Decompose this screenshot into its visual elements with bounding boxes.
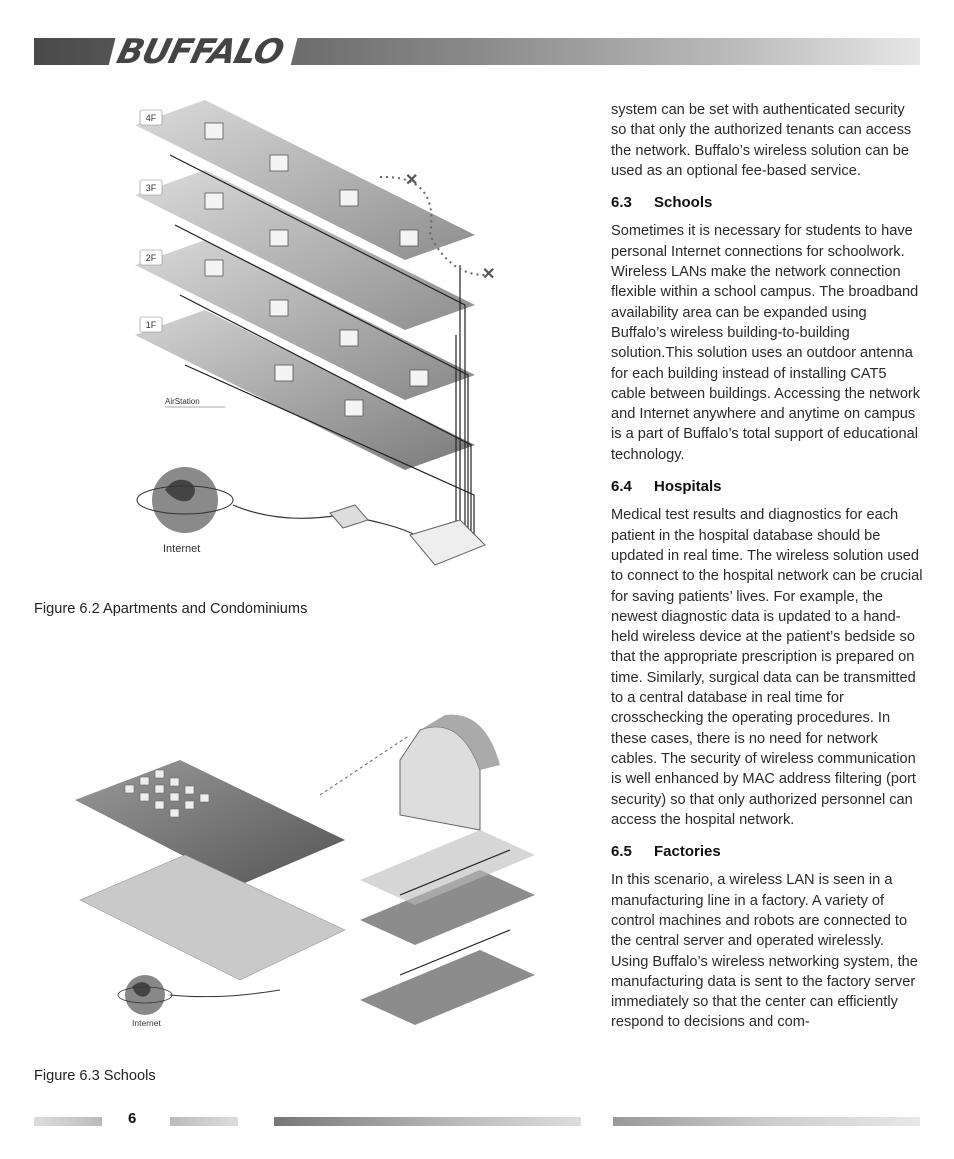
floor-label-1f [140,317,162,332]
intro-paragraph: system can be set with authenticated security so that only the authorized tenants can access the network. Buffalo’s wireless solution can be used as an optional fee-based service. [611,102,912,179]
svg-text:1F: 1F [145,320,157,330]
footer-bar-mid [274,1117,581,1126]
internet-label: Internet [163,543,201,555]
figure-caption-schools: Figure 6.3 Schools [34,1068,156,1084]
section-text-hospitals: Medical test results and diagnostics for each patient in the hospital database should be updated in real time. The wireless solution used to connect to the hospital network can be crucial for saving patients’ lives. For example, the newest diagnostic data is updated to a hand-held wireless device at the patient’s bedside so that the appropriate prescription is prepared on time. Similarly, surgical data can be transmitted to a central database in real time for crosschecking the operating procedures. In these cases, there is no need for network cables. The security of wireless communication is well enhanced by MAC address filtering (port security) so that only authorized personnel can access the hospital network. [611,507,923,828]
remote-building-icon [400,715,500,830]
section-text-schools: Sometimes it is necessary for students to have personal Internet connections for schoolwork. Wireless LANs make the network connection flexible within a school campus. The broadband availability area can be expanded using Buffalo’s wireless building-to-building solution.This solution uses an outdoor antenna for each building instead of installing CAT5 cable between buildings. Accessing the network and Internet anywhere and anytime on campus is a part of Buffalo’s total support of educational technology. [611,223,921,463]
internet-label: Internet [132,1018,161,1028]
school-floor-lower [80,855,345,980]
figure-apartments-diagram [130,95,496,580]
footer-bar-left [34,1117,102,1126]
body-text-column [611,100,923,1044]
school-floor-upper [75,760,345,885]
modem-icon [330,505,368,528]
figure-schools-diagram [70,715,545,1035]
svg-text:2F: 2F [145,253,157,263]
buffalo-logo: BUFFALO [107,32,299,72]
section-heading-hospitals: 6.4 Hospitals [611,478,722,496]
svg-text:✕: ✕ [405,172,419,189]
floor-label-4f [140,110,162,125]
footer-bar-right [613,1117,920,1126]
floor-label-2f [140,250,162,265]
globe-icon [137,467,233,533]
figure-caption-apartments: Figure 6.2 Apartments and Condominiums [34,601,308,617]
building-floor-1f [360,950,535,1025]
footer-bar-mid-left [170,1117,238,1126]
svg-text:4F: 4F [145,113,157,123]
svg-text:3F: 3F [145,183,157,193]
section-text-factories: In this scenario, a wireless LAN is seen in a manufacturing line in a factory. A variety of control machines and robots are connected to the central server and operated wirelessly. Using Buffalo’s wireless networking system, the manufacturing data is sent to the factory server immediately so that the center can efficiently respond to decisions and com- [611,872,918,1031]
globe-icon [118,975,172,1015]
airstation-label: AirStation [165,397,200,406]
floor-label-3f [140,180,162,195]
page-number: 6 [128,1110,137,1127]
section-heading-schools: 6.3 Schools [611,194,713,212]
section-heading-factories: 6.5 Factories [611,843,721,861]
svg-text:✕: ✕ [482,266,496,283]
